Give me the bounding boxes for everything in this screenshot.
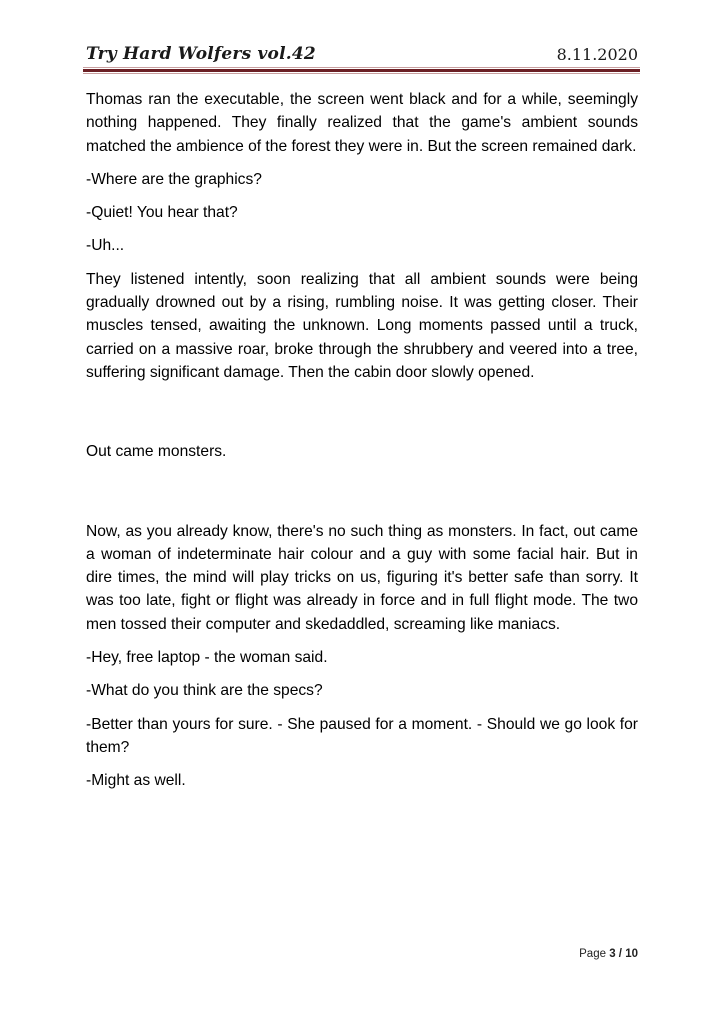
dialogue-line: -What do you think are the specs? <box>86 682 323 700</box>
header-rule <box>83 69 640 72</box>
current-page: 3 <box>609 948 616 960</box>
blank-space <box>86 394 638 440</box>
paragraph: Now, as you already know, there's no such thing as monsters. In fact, out came a woman of indeterminate hair colour and a guy with some facial hair. But in dire times, the mind will play tricks on us, figuring it's better safe than sorry. It was too late, fight or flight was already in force and in full flight mode. The two men tossed their computer and skedaddled, screaming like maniacs. <box>86 522 638 633</box>
page-label: Page <box>579 948 606 960</box>
dialogue-line: -Where are the graphics? <box>86 170 262 188</box>
header-title: Try Hard Wolfers vol.42 <box>86 44 316 64</box>
header-date: 8.11.2020 <box>556 45 638 64</box>
header-rule-thin-top <box>83 67 640 68</box>
paragraph: Thomas ran the executable, the screen went black and for a while, seemingly nothing happened. They finally realized that the game's ambient sounds matched the ambience of the forest they were in. But the screen remained dark. <box>86 91 638 155</box>
dialogue-line: -Quiet! You hear that? <box>86 204 238 222</box>
page-number <box>579 948 638 960</box>
dialogue-line: -Uh... <box>86 237 125 255</box>
dialogue-line: -Might as well. <box>86 772 186 790</box>
total-pages: 10 <box>625 948 638 960</box>
dialogue-line: -Better than yours for sure. - She paused for a moment. - Should we go look for them? <box>86 715 638 756</box>
header-rule-thin-bottom <box>83 73 640 74</box>
paragraph: Out came monsters. <box>86 443 227 461</box>
blank-space <box>86 474 638 520</box>
document-body <box>86 88 638 803</box>
paragraph: They listened intently, soon realizing that all ambient sounds were being gradually drowned out by a rising, rumbling noise. It was getting closer. Their muscles tensed, awaiting the unknown. Long moments passed until a truck, carried on a massive roar, broke through the shrubbery and veered into a tree, suffering significant damage. Then the cabin door slowly opened. <box>86 270 638 381</box>
page-separator: / <box>618 948 622 960</box>
dialogue-line: -Hey, free laptop - the woman said. <box>86 649 328 667</box>
page-header <box>86 44 638 66</box>
